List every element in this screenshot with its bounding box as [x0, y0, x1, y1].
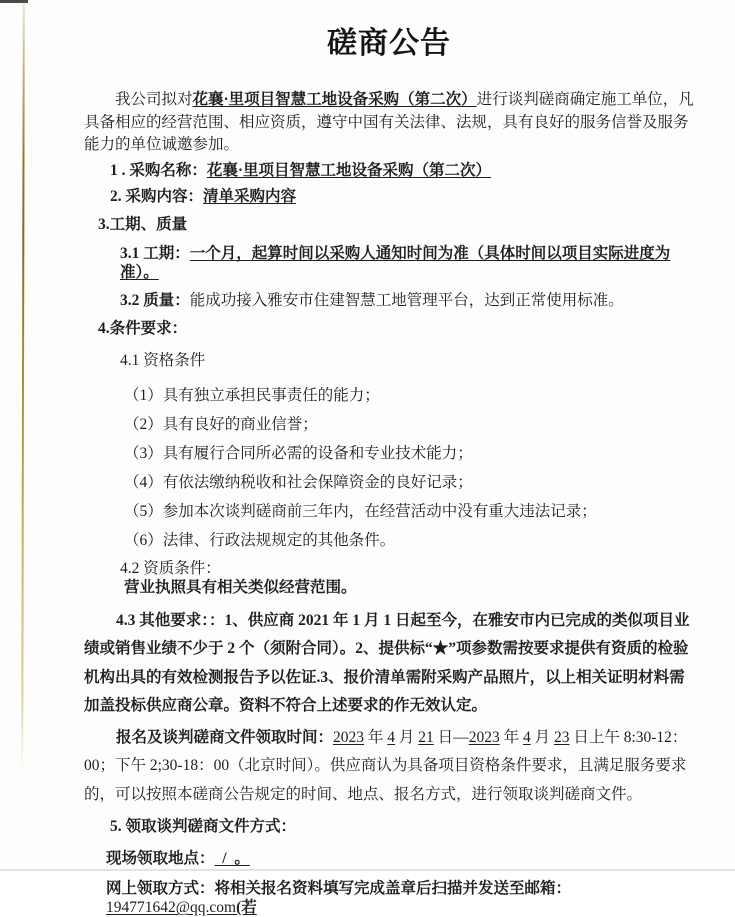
online-pickup-line	[84, 879, 694, 917]
qualification-item: （6）法律、行政法规规定的其他条件。	[124, 531, 396, 549]
intro-prefix: 我公司拟对	[115, 91, 193, 108]
purchase-content-value: 清单采购内容	[203, 187, 297, 205]
onsite-pickup-label: 现场领取地点：	[106, 850, 215, 867]
onsite-pickup-value: / 。	[214, 850, 250, 867]
section-number: 5.	[110, 818, 122, 835]
section-label: 条件要求：	[109, 319, 188, 337]
duration-value: 一个月，起算时间以采购人通知时间为准（具体时间以项目实际进度为准）。	[120, 244, 671, 281]
registration-date-part: 23	[553, 728, 570, 746]
section-other-requirements	[84, 607, 694, 721]
section-number: 2.	[110, 187, 122, 205]
registration-date-part: 21	[418, 728, 434, 746]
document-body	[84, 14, 694, 917]
quality-value: 能成功接入雅安市住建智慧工地管理平台，达到正常使用标准。	[189, 291, 624, 309]
scan-artifact-paper-edge	[21, 2, 25, 770]
section-number: 4.2	[120, 559, 140, 577]
section-duration	[84, 244, 694, 282]
registration-text-part: 月	[530, 728, 554, 746]
registration-text-part: 日上午 8:30-12：00；下午 2;30-18：00（北京时间）。供应商认为具备项目资格条件要求，且满足服务要求的，可以按照本磋商公告规定的时间、地点、报名方式，进行领取谈判磋商文件。	[84, 728, 688, 803]
intro-project-name: 花襄·里项目智慧工地设备采购（第二次）	[192, 91, 477, 108]
section-label: 其他要求：	[139, 611, 210, 629]
section-label: 资格条件	[143, 351, 206, 369]
section-obtain-method	[84, 817, 694, 836]
intro-paragraph	[84, 89, 694, 157]
section-qualification	[84, 351, 694, 370]
section-number: 1 .	[110, 161, 126, 179]
section-number: 3.1	[120, 244, 140, 262]
qualification-item: （5）参加本次谈判磋商前三年内，在经营活动中没有重大违法记录；	[124, 502, 597, 520]
section-number: 3.	[98, 215, 110, 233]
qualification-item: （1）具有独立承担民事责任的能力；	[124, 386, 380, 404]
purchase-name-value: 花襄·里项目智慧工地设备采购（第二次）	[206, 161, 492, 179]
section-label: 资质条件：	[143, 559, 221, 577]
section-duration-quality	[84, 215, 694, 234]
registration-date-part: 4	[522, 728, 531, 746]
online-pickup-email: 194771642@qq.com	[106, 899, 237, 916]
online-pickup-text: 将相关报名资料填写完成盖章后扫描并发送至邮箱：	[214, 880, 572, 897]
section-number: 3.2	[120, 291, 140, 309]
section-label: 领取谈判磋商文件方式：	[125, 818, 297, 835]
credentials-value: 营业执照具有相关类似经营范围。	[124, 578, 357, 596]
registration-text-part: 月	[395, 728, 419, 746]
section-label: 采购名称：	[129, 161, 207, 179]
section-purchase-content	[84, 187, 694, 206]
section-requirements	[84, 319, 694, 338]
online-pickup-email-suffix: (若	[236, 899, 257, 916]
section-label: 工期：	[143, 244, 190, 262]
section-label: 工期、质量	[109, 215, 188, 233]
registration-text-part: 年	[499, 728, 523, 746]
online-pickup-label: 网上领取方式：	[106, 880, 215, 897]
qualification-item: （4）有依法缴纳税收和社会保障资金的良好记录；	[124, 473, 473, 491]
section-label: 采购内容：	[125, 187, 204, 205]
section-number: 4.3	[116, 611, 136, 629]
section-purchase-name	[84, 161, 694, 180]
section-label: 质量：	[143, 291, 190, 309]
registration-date-part: 4	[387, 728, 396, 746]
qualification-item: （3）具有履行合同所必需的设备和专业技术能力；	[124, 444, 473, 462]
section-number: 4.	[98, 319, 110, 337]
intro-suffix: 进行谈判磋商确定施工单位，凡具备相应的经营范围、相应资质，遵守中国有关法律、法规，具有良好的服务信誉及服务能力的单位诚邀参加。	[84, 91, 694, 153]
qualification-item: （2）具有良好的商业信誉；	[124, 415, 318, 433]
registration-time-paragraph	[84, 724, 694, 810]
registration-date-part: 2023	[468, 728, 500, 746]
section-credentials	[84, 559, 694, 578]
registration-text-part: 年	[364, 728, 388, 746]
registration-time-label: 报名及谈判磋商文件领取时间：	[116, 728, 334, 746]
registration-text-part: 日—	[433, 728, 469, 746]
document-title: 磋商公告	[327, 27, 451, 60]
onsite-pickup-line	[84, 849, 694, 868]
section-quality	[84, 291, 694, 310]
registration-date-part: 2023	[333, 728, 365, 746]
other-requirements-value: ：1、供应商 2021 年 1 月 1 日起至今，在雅安市内已完成的类似项目业绩或销售业绩不少于 2 个（须附合同）。2、提供标“★”项参数需按要求提供有资质的检验机构出具的有效检测报告予以佐证.3、报价清单需附采购产品照片，以上相关证明材料需加盖投标供应商公章。资料不符合上述要求的作无效认定。	[84, 611, 690, 714]
section-number: 4.1	[120, 351, 140, 369]
